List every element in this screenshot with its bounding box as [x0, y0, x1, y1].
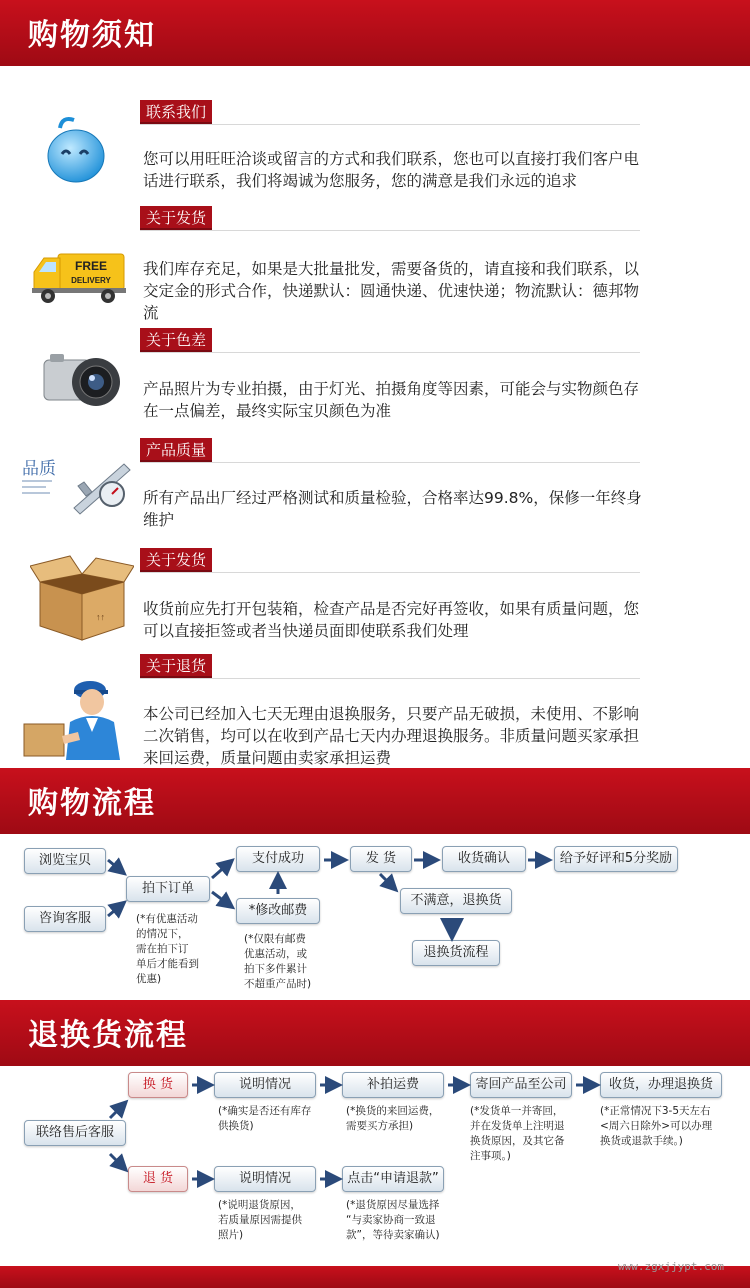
flow-order[interactable]: 拍下订单	[126, 876, 210, 902]
process-title: 购物流程	[28, 786, 156, 821]
return-arrows	[0, 1066, 750, 1196]
quality-icon-label: 品质	[22, 459, 56, 479]
wangwang-icon	[40, 114, 110, 186]
notice-text: 收货前应先打开包装箱，检查产品是否完好再签收，如果有质量问题，您可以直接拒签或者当快递员面即使联系我们处理	[143, 600, 640, 640]
flow-modify-postage[interactable]: *修改邮费	[236, 898, 320, 924]
flow-consult[interactable]: 咨询客服	[24, 906, 106, 932]
svg-text:DELIVERY: DELIVERY	[71, 276, 111, 285]
notice-tag: 关于色差	[140, 328, 212, 352]
postage-note: (*换货的来回运费， 需要买方承担)	[346, 1105, 440, 1132]
return-banner	[0, 1000, 750, 1066]
notice-tag: 产品质量	[140, 438, 212, 462]
return-title: 退换货流程	[28, 1018, 188, 1053]
flow-postage[interactable]: 补拍运费	[342, 1072, 444, 1098]
flow-explain-refund[interactable]: 说明情况	[214, 1166, 316, 1192]
modify-note: (*仅限有邮费 优惠活动，或 拍下多件累计 不超重产品时)	[244, 933, 312, 990]
apply-refund-note: (*退货原因尽量选择 “与卖家协商一致退 款”，等待卖家确认)	[346, 1199, 440, 1241]
notice-tag: 联系我们	[140, 100, 212, 124]
flow-browse[interactable]: 浏览宝贝	[24, 848, 106, 874]
notice-text: 所有产品出厂经过严格测试和质量检验，合格率达99.8%，保修一年终身维护	[143, 489, 642, 529]
flow-ship[interactable]: 发 货	[350, 846, 412, 872]
flow-receive[interactable]: 收货，办理退换货	[600, 1072, 722, 1098]
explain-exchange-note: (*确实是否还有库存 供换货)	[218, 1105, 312, 1132]
flow-refund[interactable]: 退 货	[128, 1166, 188, 1192]
notice-text: 产品照片为专业拍摄，由于灯光、拍摄角度等因素，可能会与实物颜色存在一点偏差，最终实际宝贝颜色为准	[143, 380, 640, 420]
notice-tag: 关于发货	[140, 548, 212, 572]
flow-unsatisfied[interactable]: 不满意，退换货	[400, 888, 512, 914]
flow-exchange[interactable]: 换 货	[128, 1072, 188, 1098]
notice-banner	[0, 0, 750, 66]
delivery-truck-icon	[30, 248, 130, 306]
quality-dots-decor	[22, 476, 62, 500]
receive-note: (*正常情况下3-5天左右 <周六日除外>可以办理 换货或退款手续。)	[600, 1105, 713, 1147]
order-note: (*有优惠活动 的情况下， 需在拍下订 单后才能看到 优惠)	[136, 913, 199, 985]
notice-text: 您可以用旺旺洽谈或留言的方式和我们联系，您也可以直接打我们客户电话进行联系，我们将竭诚为您服务，您的满意是我们永远的追求	[143, 150, 640, 190]
flow-explain-exchange[interactable]: 说明情况	[214, 1072, 316, 1098]
notice-title: 购物须知	[28, 18, 156, 53]
courier-icon	[22, 676, 134, 760]
send-back-note: (*发货单一并寄回， 并在发货单上注明退 换货原因，及其它备 注事项。)	[470, 1105, 565, 1162]
process-banner	[0, 768, 750, 834]
svg-text:↑↑: ↑↑	[96, 612, 105, 622]
notice-text: 本公司已经加入七天无理由退换服务，只要产品无破损，未使用、不影响二次销售，均可以在收到产品七天内办理退换服务。非质量问题买家承担来回运费，质量问题由卖家承担运费	[143, 705, 640, 767]
flow-return-process[interactable]: 退换货流程	[412, 940, 500, 966]
flow-pay[interactable]: 支付成功	[236, 846, 320, 872]
flow-send-back[interactable]: 寄回产品至公司	[470, 1072, 572, 1098]
watermark: www.zgxjjypt.com	[618, 1260, 724, 1273]
flow-confirm[interactable]: 收货确认	[442, 846, 526, 872]
notice-tag: 关于退货	[140, 654, 212, 678]
explain-refund-note: (*说明退货原因， 若质量原因需提供 照片)	[218, 1199, 302, 1241]
cardboard-box-icon	[30, 552, 134, 644]
notice-tag: 关于发货	[140, 206, 212, 230]
notice-text: 我们库存充足，如果是大批量批发，需要备货的，请直接和我们联系，以交定金的形式合作，快递默认：圆通快递、优速快递；物流默认：德邦物流	[143, 260, 640, 322]
caliper-icon	[66, 456, 136, 518]
camera-icon	[40, 352, 130, 412]
flow-contact-service[interactable]: 联络售后客服	[24, 1120, 126, 1146]
flow-review[interactable]: 给予好评和5分奖励	[554, 846, 678, 872]
process-arrows	[0, 834, 750, 964]
svg-text:FREE: FREE	[74, 259, 108, 273]
flow-apply-refund[interactable]: 点击“申请退款”	[342, 1166, 444, 1192]
